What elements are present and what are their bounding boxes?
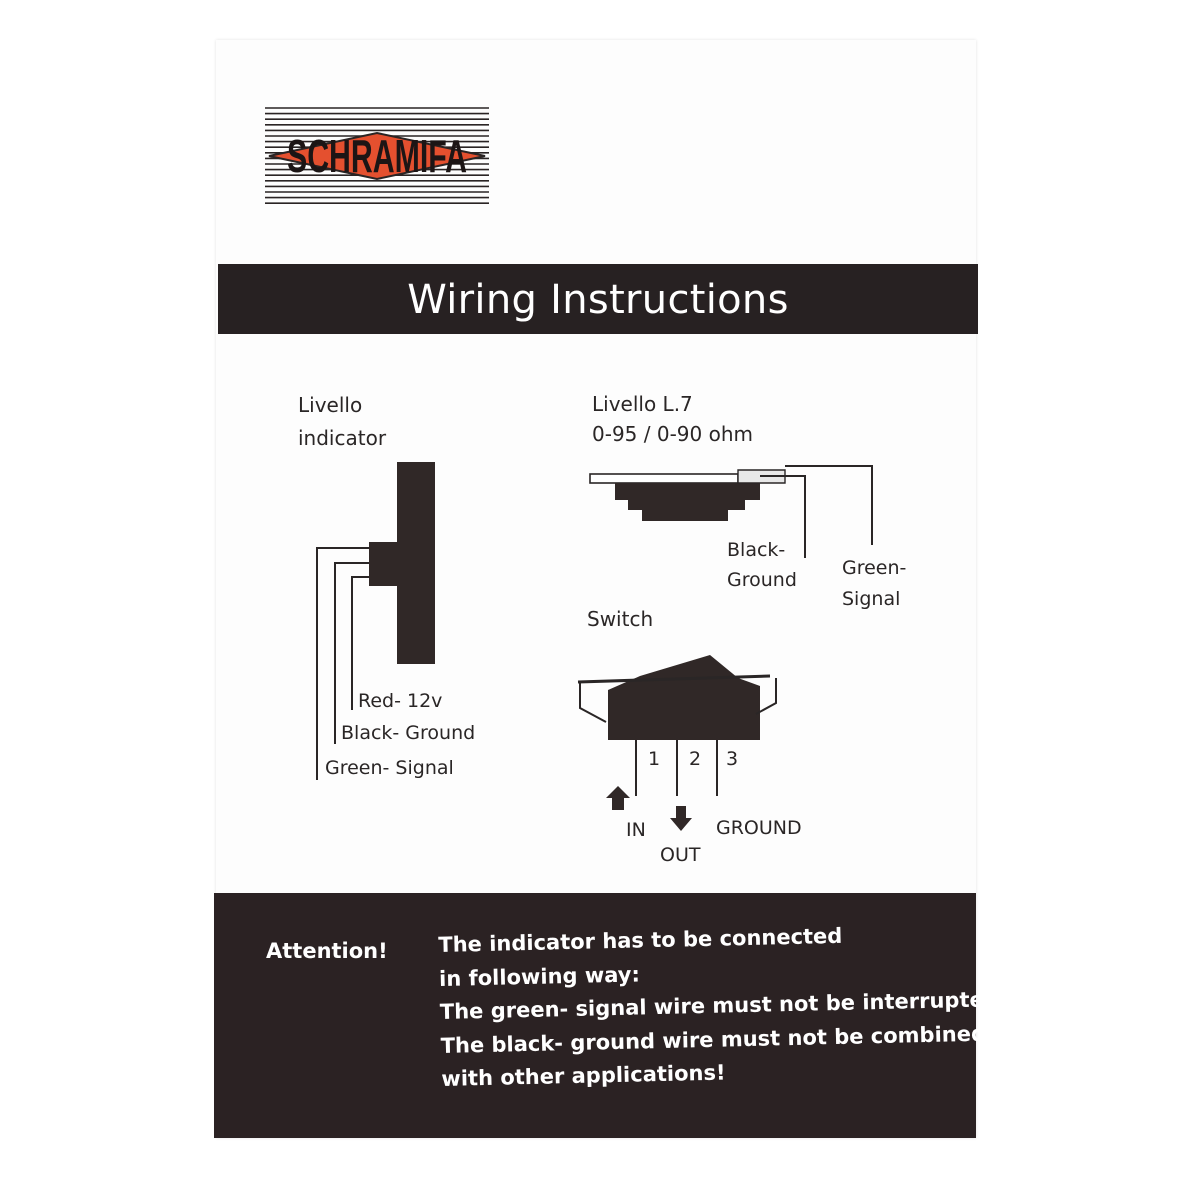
- indicator-wire-black: Black- Ground: [341, 722, 476, 744]
- arrow-down-icon: [670, 806, 692, 831]
- arrow-up-icon: [606, 786, 630, 810]
- sender-rod: [590, 474, 738, 483]
- sender-heading-line1: Livello L.7: [592, 392, 693, 416]
- sender-green-wire: [785, 466, 872, 545]
- switch-pin-label-3: 3: [726, 748, 739, 770]
- attention-line: The black- ground wire must not be combined: [440, 1021, 987, 1058]
- attention-line: The green- signal wire must not be interrupted: [439, 987, 999, 1024]
- attention-line: with other applications!: [441, 1060, 726, 1091]
- switch-pin-label-2: 2: [689, 748, 702, 770]
- indicator-connector: [369, 542, 397, 586]
- attention-label: Attention!: [266, 939, 388, 963]
- switch-left-clip: [580, 682, 606, 722]
- switch-pin-label-1: 1: [648, 748, 661, 770]
- indicator-wire-green: Green- Signal: [325, 757, 454, 779]
- indicator-body: [397, 462, 435, 664]
- sender-flange: [615, 483, 760, 521]
- switch-in-label: IN: [626, 819, 646, 841]
- sender-black-label-line2: Ground: [727, 569, 797, 591]
- indicator-wire-red: Red- 12v: [358, 690, 443, 712]
- attention-line: in following way:: [438, 961, 641, 991]
- sender-heading-line2: 0-95 / 0-90 ohm: [592, 422, 753, 446]
- switch-ground-label: GROUND: [716, 817, 802, 839]
- attention-band: [214, 893, 999, 1138]
- switch-heading: Switch: [587, 607, 654, 631]
- logo-text: SCHRAMIFA: [287, 130, 467, 183]
- sender-black-label-line1: Black-: [727, 539, 786, 561]
- indicator-heading-line1: Livello: [298, 393, 363, 417]
- sender-green-label-line2: Signal: [842, 588, 901, 610]
- attention-line: The indicator has to be connected: [438, 923, 843, 957]
- attention-text: [438, 916, 1001, 1096]
- page-title: Wiring Instructions: [407, 277, 789, 323]
- sender-green-label-line1: Green-: [842, 557, 907, 579]
- switch-rocker: [608, 655, 760, 740]
- indicator-heading-line2: indicator: [298, 426, 387, 450]
- switch-drawing: [578, 655, 776, 831]
- switch-out-label: OUT: [660, 844, 701, 866]
